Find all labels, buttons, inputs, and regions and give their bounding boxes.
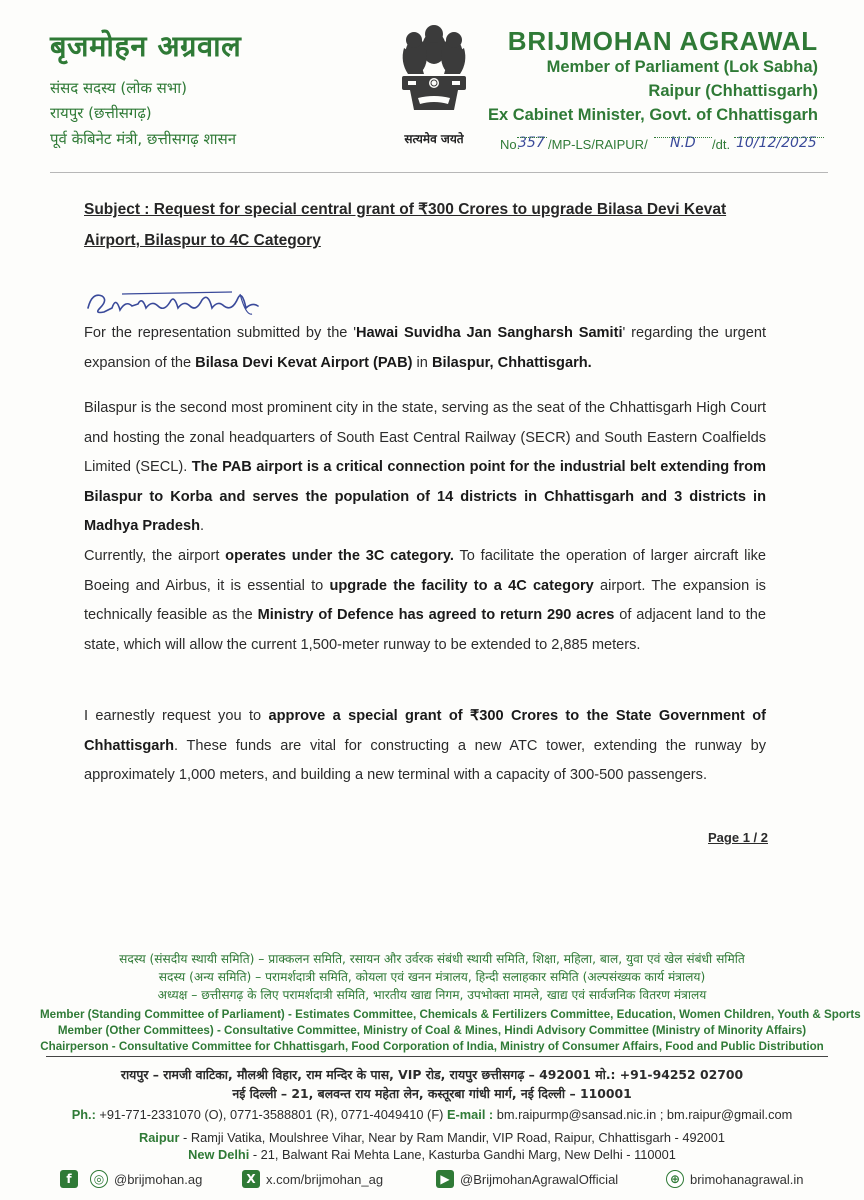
national-emblem-icon <box>394 18 474 130</box>
header-divider <box>50 172 828 173</box>
p3-text-1: Currently, the airport <box>84 548 226 564</box>
p3-text-2: To facilitate the operation of larger aircraft like Boeing and Airbus, it is essential to <box>84 548 766 594</box>
youtube-handle: @BrijmohanAgrawalOfficial <box>460 1171 619 1187</box>
hindi-constituency: रायपुर (छत्तीसगढ़) <box>50 104 152 122</box>
ref-date-line <box>734 137 824 138</box>
committee-english-3: Chairperson - Consultative Committee for Chhattisgarh, Food Corporation of India, Ministry of Consumer Affairs, Food and Public Distribution <box>40 1040 824 1053</box>
email-addresses[interactable]: bm.raipurmp@sansad.nic.in ; bm.raipur@gmail.com <box>493 1107 793 1122</box>
p3-text-3: airport. The expansion is technically feasible as the <box>84 577 766 623</box>
website-link[interactable] <box>666 1168 803 1190</box>
hindi-former-post: पूर्व केबिनेट मंत्री, छत्तीसगढ़ शासन <box>50 130 237 148</box>
p1-text-3: in <box>412 354 432 371</box>
hindi-name: बृजमोहन अग्रवाल <box>50 29 242 63</box>
paragraph-2 <box>84 394 766 542</box>
paragraph-1 <box>84 319 766 378</box>
page-number: Page 1 / 2 <box>708 830 768 845</box>
x-link[interactable] <box>242 1168 383 1190</box>
ref-date-label: /dt. <box>712 137 731 152</box>
youtube-link[interactable] <box>436 1168 618 1190</box>
facebook-icon: f <box>60 1170 78 1188</box>
ref-date: 10/12/2025 <box>736 135 817 151</box>
english-constituency: Raipur (Chhattisgarh) <box>648 82 818 100</box>
committee-hindi-3: अध्यक्ष – छत्तीसगढ़ के लिए परामर्शदात्री समिति, भारतीय खाद्य निगम, उपभोक्ता मामले, खाद्य एवं सार्वजनिक वितरण मंत्रालय <box>157 988 707 1002</box>
p2-emphasis: The PAB airport is a critical connection point for the industrial belt extending from Bilaspur to Korba and serves the population of 14 districts in Chhattisgarh and 3 districts in Madhya Pradesh <box>84 459 766 534</box>
english-former-post: Ex Cabinet Minister, Govt. of Chhattisgarh <box>487 106 818 124</box>
p1-text-2: ' regarding the urgent expansion of the <box>84 325 767 371</box>
p1-text-1: For the representation submitted by the ' <box>84 325 357 341</box>
phone-label: Ph.: <box>71 1107 96 1122</box>
contact-line <box>40 1107 824 1122</box>
address-raipur-value: - Ramji Vatika, Moulshree Vihar, Near by Ram Mandir, VIP Road, Raipur, Chhattisgarh - 492001 <box>179 1130 726 1145</box>
p4-emphasis: approve a special grant of ₹300 Crores to the State Government of Chhattisgarh <box>84 708 766 754</box>
ref-prefix: No. <box>500 137 521 152</box>
instagram-handle: @brijmohan.ag <box>114 1171 203 1187</box>
reference-line <box>500 135 830 157</box>
instagram-link[interactable] <box>90 1168 202 1190</box>
address-delhi-value: - 21, Balwant Rai Mehta Lane, Kasturba Gandhi Marg, New Delhi - 110001 <box>249 1147 676 1162</box>
address-english-raipur <box>40 1130 824 1145</box>
instagram-icon: ◎ <box>90 1170 108 1188</box>
ref-number-line <box>517 137 547 138</box>
p1-airport-name: Bilasa Devi Kevat Airport (PAB) <box>195 354 413 371</box>
hindi-designation: संसद सदस्य (लोक सभा) <box>50 79 188 97</box>
english-designation: Member of Parliament (Lok Sabha) <box>546 58 818 76</box>
address-raipur-label: Raipur <box>138 1130 180 1145</box>
p2-text-1: Bilaspur is the second most prominent city in the state, serving as the seat of the Chhattisgarh High Court and hosting the zonal headquarters of South East Central Railway (SECR) and South Eastern Coalfields Limited (SECL). <box>84 400 766 475</box>
email-label: E-mail : <box>446 1107 494 1122</box>
emblem-motto: सत्यमेव जयते <box>404 132 464 146</box>
p1-committee-name: Hawai Suvidha Jan Sangharsh Samiti <box>356 325 623 341</box>
x-icon: X <box>242 1170 260 1188</box>
address-hindi-raipur: रायपुर – रामजी वाटिका, मौलश्री विहार, राम मन्दिर के पास, VIP रोड, रायपुर छत्तीसगढ़ – 492001 मो.: +91-94252 02700 <box>120 1067 744 1082</box>
phone-numbers: +91-771-2331070 (O), 0771-3588801 (R), 0771-4049410 (F) <box>95 1107 444 1122</box>
committee-hindi-2: सदस्य (अन्य समिति) – परामर्शदात्री समिति, कोयला एवं खनन मंत्रालय, हिन्दी सलाहकार समिति (अल्पसंख्यक कार्य मंत्रालय) <box>158 970 706 984</box>
footer-divider <box>46 1056 828 1057</box>
p3-emphasis-2: upgrade the facility to a 4C category <box>329 577 594 594</box>
paragraph-4 <box>84 702 766 791</box>
ref-number: 357 <box>518 135 545 151</box>
p4-text-1: I earnestly request you to <box>84 708 269 724</box>
paragraph-3 <box>84 542 766 660</box>
ref-handwritten-code: N.D <box>670 135 696 151</box>
english-name: BRIJMOHAN AGRAWAL <box>507 26 818 56</box>
subject-line: Subject : Request for special central grant of ₹300 Crores to upgrade Bilasa Devi Kevat Airport, Bilaspur to 4C Category <box>84 201 727 249</box>
p3-text-4: of adjacent land to the state, which will allow the current 1,500-meter runway to be extended to 2,885 meters. <box>84 607 767 653</box>
committee-english-1: Member (Standing Committee of Parliament) - Estimates Committee, Chemicals & Fertilizers Committee, Education, Women Children, Youth & Sports <box>40 1008 861 1021</box>
website-url: brimohanagrawal.in <box>690 1171 804 1187</box>
facebook-link[interactable] <box>60 1168 84 1190</box>
p3-emphasis-1: operates under the 3C category. <box>225 548 454 564</box>
committee-english-2: Member (Other Committees) - Consultative Committee, Ministry of Coal & Mines, Hindi Advisory Committee (Ministry of Minority Affairs) <box>57 1024 807 1037</box>
globe-icon: ⊕ <box>666 1170 684 1188</box>
p2-text-2: . <box>199 518 205 534</box>
p4-text-2: . These funds are vital for constructing a new ATC tower, extending the runway by approximately 1,000 meters, and building a new terminal with a capacity of 300-500 passengers. <box>84 737 766 783</box>
ref-office-code: /MP-LS/RAIPUR/ <box>548 137 648 152</box>
address-delhi-label: New Delhi <box>188 1147 250 1162</box>
ref-code-line <box>654 137 712 138</box>
social-links <box>60 1168 820 1190</box>
p1-location: Bilaspur, Chhattisgarh. <box>431 354 592 371</box>
address-hindi-delhi: नई दिल्ली – 21, बलवन्त राय महेता लेन, कस्तूरबा गांधी मार्ग, नई दिल्ली – 110001 <box>232 1086 632 1101</box>
committee-hindi-1: सदस्य (संसदीय स्थायी समिति) – प्राक्कलन समिति, रसायन और उर्वरक संबंधी स्थायी समिति, शिक्षा, महिला, बाल, युवा एवं खेल संबंधी समिति <box>119 952 745 966</box>
address-english-delhi <box>40 1147 824 1162</box>
x-handle: x.com/brijmohan_ag <box>266 1171 384 1187</box>
youtube-icon: ▶ <box>436 1170 454 1188</box>
p3-emphasis-3: Ministry of Defence has agreed to return 290 acres <box>257 607 615 623</box>
